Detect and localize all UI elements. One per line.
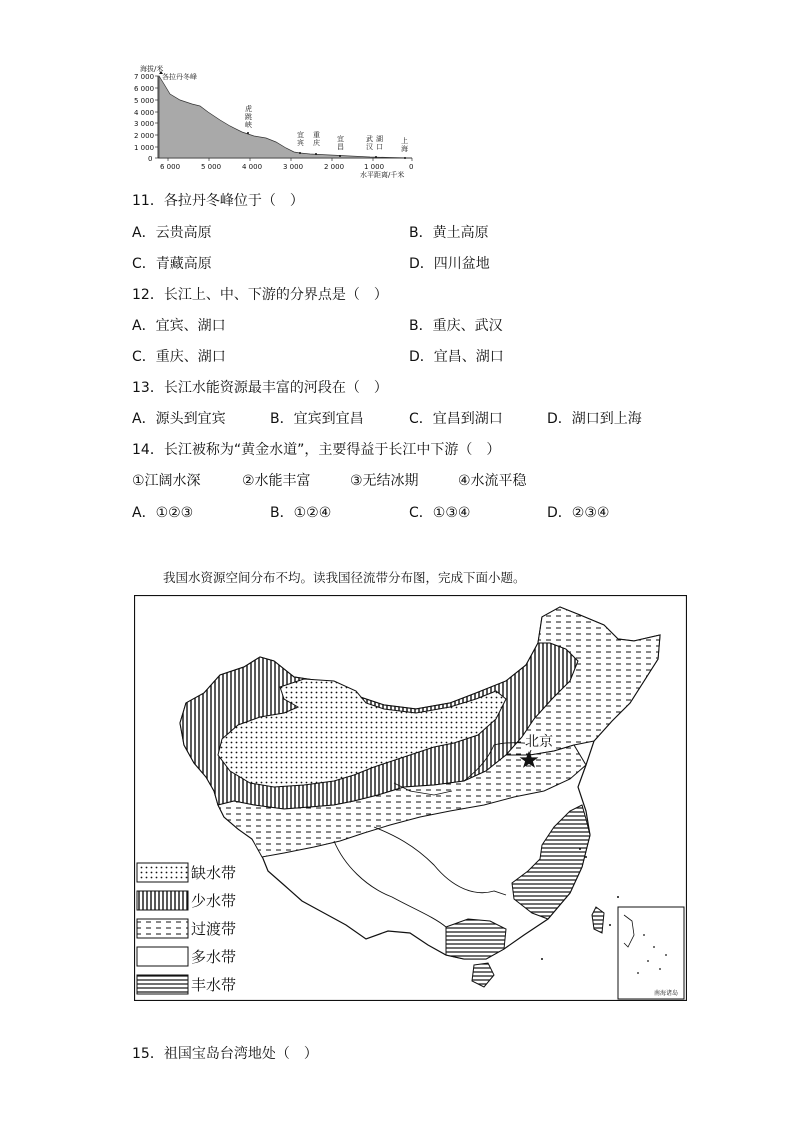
option: D．湖口到上海 xyxy=(547,411,642,427)
legend-swatch-more xyxy=(137,947,188,966)
xtick: 4 000 xyxy=(242,163,263,171)
question-12-stem: 12．长江上、中、下游的分界点是（ ） xyxy=(132,287,388,303)
ytick: 4 000 xyxy=(134,109,155,117)
question-11-stem: 11．各拉丹冬峰位于（ ） xyxy=(132,193,304,209)
question-15-stem: 15．祖国宝岛台湾地处（ ） xyxy=(132,1046,318,1062)
statement: ②水能丰富 xyxy=(242,473,311,489)
profile-peak-label: 各拉丹冬峰 xyxy=(162,73,197,81)
beijing-label: 北京 xyxy=(525,734,553,750)
xtick: 6 000 xyxy=(160,163,181,171)
china-runoff-map xyxy=(134,595,687,1001)
place-chongqing: 重 庆 xyxy=(313,131,320,147)
xtick: 3 000 xyxy=(283,163,304,171)
option: A．云贵高原 xyxy=(132,225,212,241)
option: C．重庆、湖口 xyxy=(132,349,226,365)
ytick: 1 000 xyxy=(134,144,155,152)
place-hukou: 湖 口 xyxy=(376,135,383,151)
option: C．宜昌到湖口 xyxy=(409,411,503,427)
zone-abundant-s xyxy=(446,919,506,959)
ytick: 7 000 xyxy=(134,73,155,81)
option: D．宜昌、湖口 xyxy=(409,349,504,365)
place-shanghai: 上 海 xyxy=(401,137,408,153)
ytick: 5 000 xyxy=(134,97,155,105)
legend-swatch-abundant xyxy=(137,975,188,994)
statement: ③无结冰期 xyxy=(350,473,419,489)
place-hutiaoxia: 虎 跳 峡 xyxy=(245,105,252,129)
ytick: 0 xyxy=(148,155,153,163)
map-intro: 我国水资源空间分布不均。读我国径流带分布图，完成下面小题。 xyxy=(163,570,526,585)
legend-label-more: 多水带 xyxy=(191,948,237,966)
profile-ylabel: 海拔/米 xyxy=(140,65,164,73)
legend-swatch-deficit xyxy=(137,863,188,882)
question-13-stem: 13．长江水能资源最丰富的河段在（ ） xyxy=(132,380,388,396)
legend-label-deficit: 缺水带 xyxy=(191,864,237,882)
option: A．宜宾、湖口 xyxy=(132,318,226,334)
place-wuhan: 武 汉 xyxy=(366,135,373,151)
option: D．②③④ xyxy=(547,505,610,521)
ytick: 6 000 xyxy=(134,85,155,93)
ytick: 3 000 xyxy=(134,120,155,128)
option: B．重庆、武汉 xyxy=(409,318,503,334)
place-yichang: 宜 昌 xyxy=(337,135,344,151)
question-14-stem: 14．长江被称为“黄金水道”，主要得益于长江中下游（ ） xyxy=(132,442,501,458)
option: A．①②③ xyxy=(132,505,194,521)
legend-label-abundant: 丰水带 xyxy=(191,976,237,994)
inset-label: 南海诸岛 xyxy=(654,990,679,997)
xtick: 2 000 xyxy=(324,163,345,171)
statement: ④水流平稳 xyxy=(458,473,527,489)
legend-swatch-transition xyxy=(137,919,188,938)
legend-label-transition: 过渡带 xyxy=(191,920,237,938)
legend-label-less: 少水带 xyxy=(191,892,237,910)
option: C．青藏高原 xyxy=(132,256,212,272)
xtick: 1 000 xyxy=(364,163,385,171)
elevation-area xyxy=(159,76,412,158)
option: C．①③④ xyxy=(409,505,471,521)
xtick: 0 xyxy=(409,163,414,171)
option: D．四川盆地 xyxy=(409,256,490,272)
statement: ①江阔水深 xyxy=(132,473,201,489)
xtick: 5 000 xyxy=(201,163,222,171)
option: B．宜宾到宜昌 xyxy=(270,411,364,427)
option: B．黄土高原 xyxy=(409,225,489,241)
profile-xlabel: 水平距离/千米 xyxy=(360,171,405,179)
south-china-sea-inset xyxy=(618,907,684,999)
option: B．①②④ xyxy=(270,505,332,521)
ytick: 2 000 xyxy=(134,132,155,140)
place-yibin: 宜 宾 xyxy=(297,131,304,147)
option: A．源头到宜宾 xyxy=(132,411,226,427)
legend-swatch-less xyxy=(137,891,188,910)
